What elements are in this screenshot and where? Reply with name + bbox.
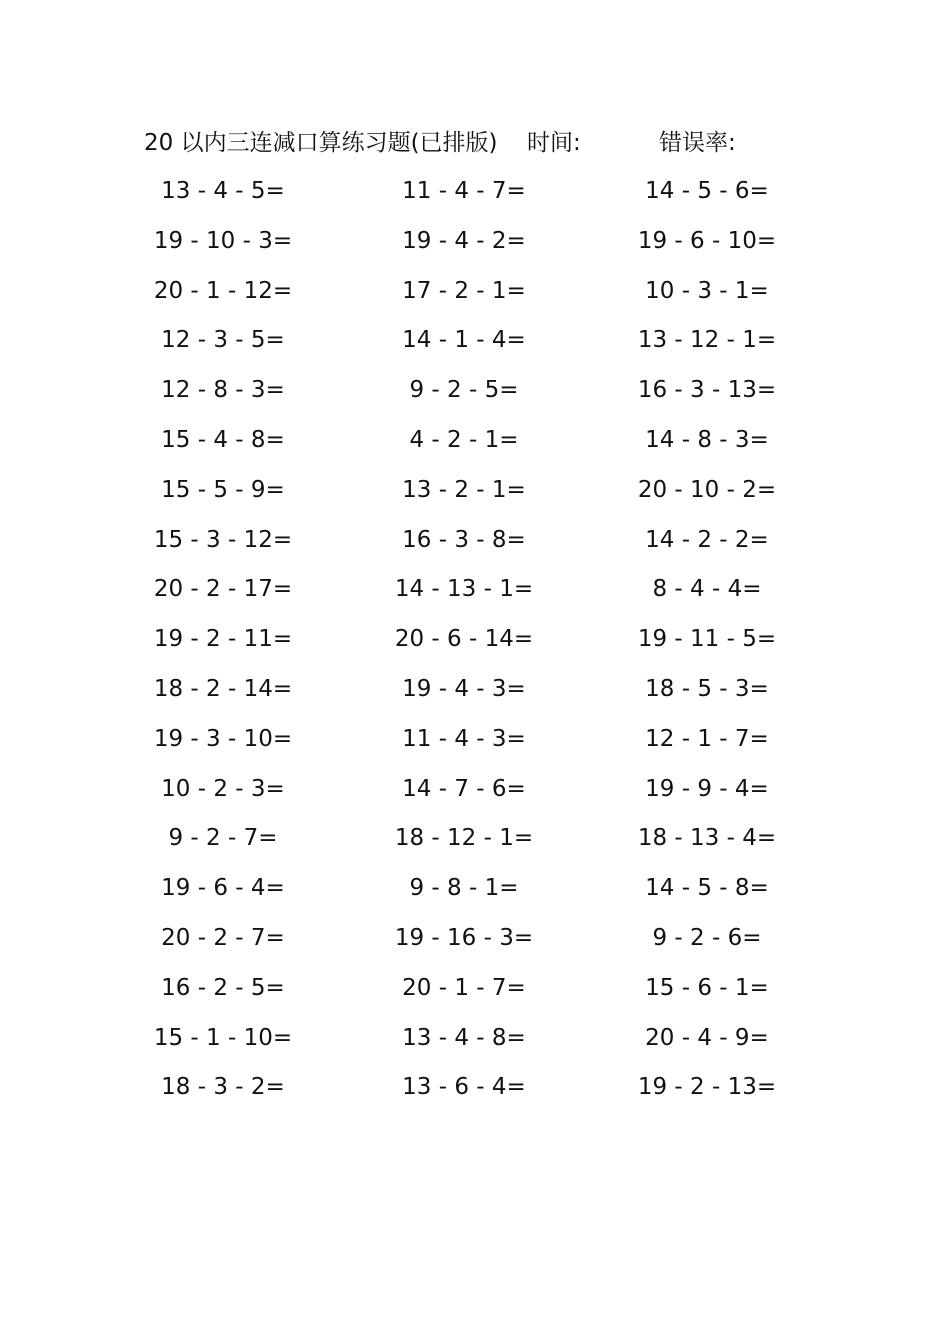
problem-item: 18 - 3 - 2= bbox=[161, 1074, 285, 1101]
problem-item: 13 - 12 - 1= bbox=[637, 327, 777, 354]
problem-row bbox=[0, 670, 950, 720]
problem-item: 11 - 4 - 3= bbox=[402, 725, 526, 752]
problem-item: 9 - 2 - 7= bbox=[168, 825, 278, 852]
problem-item: 20 - 4 - 9= bbox=[645, 1024, 769, 1051]
problem-item: 19 - 6 - 4= bbox=[161, 875, 285, 902]
problem-row bbox=[0, 272, 950, 322]
problem-row bbox=[0, 620, 950, 670]
problem-item: 19 - 11 - 5= bbox=[637, 626, 777, 653]
problem-item: 20 - 6 - 14= bbox=[394, 626, 534, 653]
problem-row bbox=[0, 869, 950, 919]
problem-item: 14 - 8 - 3= bbox=[645, 426, 769, 453]
problem-item: 18 - 2 - 14= bbox=[153, 675, 293, 702]
error-rate-label: 错误率: bbox=[659, 130, 736, 156]
problem-item: 18 - 12 - 1= bbox=[394, 825, 534, 852]
problem-item: 19 - 4 - 3= bbox=[402, 675, 526, 702]
problem-item: 12 - 1 - 7= bbox=[645, 725, 769, 752]
problem-item: 15 - 3 - 12= bbox=[153, 526, 293, 553]
problem-item: 11 - 4 - 7= bbox=[402, 178, 526, 204]
problem-item: 14 - 2 - 2= bbox=[645, 526, 769, 553]
problem-row bbox=[0, 570, 950, 620]
problem-item: 13 - 4 - 5= bbox=[161, 178, 285, 204]
problem-item: 20 - 10 - 2= bbox=[637, 476, 777, 503]
problem-item: 4 - 2 - 1= bbox=[409, 426, 519, 453]
problem-item: 15 - 5 - 9= bbox=[161, 476, 285, 503]
problem-item: 19 - 2 - 11= bbox=[153, 626, 293, 653]
problem-item: 9 - 2 - 6= bbox=[652, 924, 762, 951]
problem-item: 14 - 7 - 6= bbox=[402, 775, 526, 802]
problem-row bbox=[0, 371, 950, 421]
problem-item: 18 - 5 - 3= bbox=[645, 675, 769, 702]
problem-row bbox=[0, 321, 950, 371]
problem-item: 20 - 1 - 12= bbox=[153, 277, 293, 304]
problem-item: 20 - 2 - 7= bbox=[161, 924, 285, 951]
problem-row bbox=[0, 720, 950, 770]
problem-row bbox=[0, 770, 950, 820]
problem-item: 14 - 13 - 1= bbox=[394, 576, 534, 603]
problem-item: 19 - 3 - 10= bbox=[153, 725, 293, 752]
problem-item: 9 - 8 - 1= bbox=[409, 875, 519, 902]
problem-grid bbox=[0, 172, 950, 1118]
problem-item: 19 - 4 - 2= bbox=[402, 227, 526, 254]
problem-item: 10 - 2 - 3= bbox=[161, 775, 285, 802]
problem-item: 15 - 1 - 10= bbox=[153, 1024, 293, 1051]
problem-row bbox=[0, 1068, 950, 1118]
time-label: 时间: bbox=[527, 130, 581, 156]
problem-row bbox=[0, 421, 950, 471]
problem-item: 19 - 2 - 13= bbox=[637, 1074, 777, 1101]
problem-row bbox=[0, 521, 950, 571]
problem-item: 14 - 5 - 6= bbox=[645, 178, 769, 204]
problem-row bbox=[0, 819, 950, 869]
problem-row bbox=[0, 172, 950, 222]
problem-item: 14 - 5 - 8= bbox=[645, 875, 769, 902]
problem-item: 13 - 2 - 1= bbox=[402, 476, 526, 503]
problem-item: 12 - 3 - 5= bbox=[161, 327, 285, 354]
problem-row bbox=[0, 969, 950, 1019]
problem-item: 19 - 10 - 3= bbox=[153, 227, 293, 254]
problem-item: 16 - 3 - 13= bbox=[637, 377, 777, 404]
problem-item: 14 - 1 - 4= bbox=[402, 327, 526, 354]
problem-item: 13 - 4 - 8= bbox=[402, 1024, 526, 1051]
problem-item: 19 - 9 - 4= bbox=[645, 775, 769, 802]
worksheet-title: 20 以内三连减口算练习题(已排版) bbox=[144, 130, 498, 156]
problem-item: 20 - 1 - 7= bbox=[402, 974, 526, 1001]
problem-item: 12 - 8 - 3= bbox=[161, 377, 285, 404]
problem-item: 16 - 2 - 5= bbox=[161, 974, 285, 1001]
problem-item: 19 - 16 - 3= bbox=[394, 924, 534, 951]
problem-item: 15 - 6 - 1= bbox=[645, 974, 769, 1001]
problem-item: 16 - 3 - 8= bbox=[402, 526, 526, 553]
problem-item: 9 - 2 - 5= bbox=[409, 377, 519, 404]
problem-row bbox=[0, 919, 950, 969]
problem-item: 10 - 3 - 1= bbox=[645, 277, 769, 304]
problem-item: 20 - 2 - 17= bbox=[153, 576, 293, 603]
problem-row bbox=[0, 471, 950, 521]
problem-row bbox=[0, 222, 950, 272]
problem-item: 19 - 6 - 10= bbox=[637, 227, 777, 254]
problem-item: 13 - 6 - 4= bbox=[402, 1074, 526, 1101]
problem-item: 17 - 2 - 1= bbox=[402, 277, 526, 304]
problem-item: 8 - 4 - 4= bbox=[652, 576, 762, 603]
worksheet-header bbox=[0, 127, 950, 159]
problem-row bbox=[0, 1019, 950, 1069]
problem-item: 18 - 13 - 4= bbox=[637, 825, 777, 852]
problem-item: 15 - 4 - 8= bbox=[161, 426, 285, 453]
